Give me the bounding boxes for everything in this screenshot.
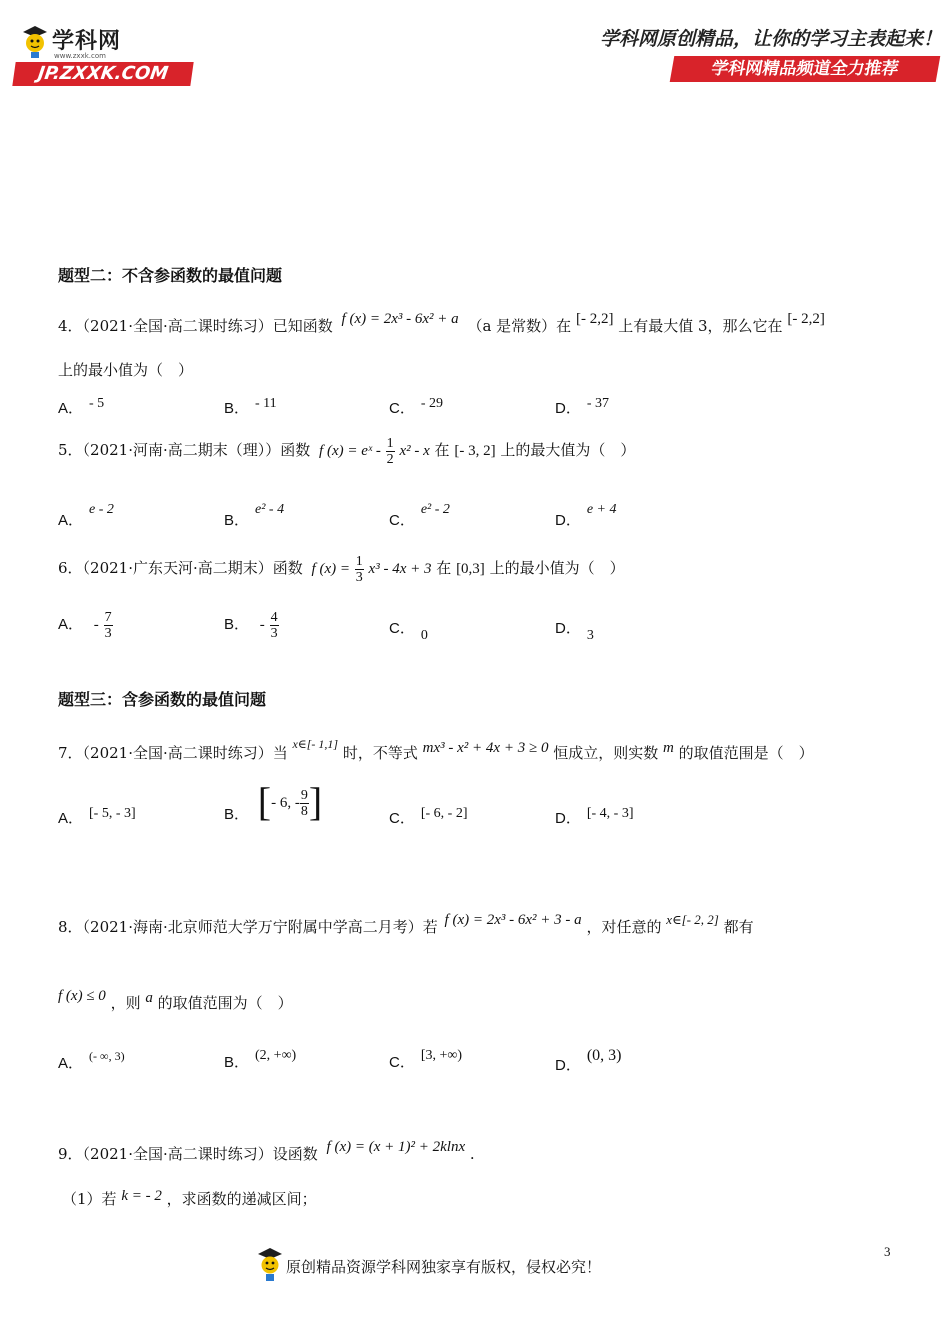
option-label: D．: [555, 400, 581, 417]
option-value: [- 6, - 2]: [420, 806, 468, 821]
option-label: A．: [58, 512, 84, 529]
option-value: (- ∞, 3): [89, 1049, 125, 1063]
option-value: [3, +∞): [420, 1048, 463, 1063]
option-b[interactable]: [224, 1046, 296, 1073]
option-d[interactable]: [555, 500, 617, 531]
fraction-denominator: 8: [300, 803, 308, 819]
option-label: C．: [389, 1054, 415, 1071]
question-text: 上的最大值为（ ）: [500, 441, 636, 459]
option-a[interactable]: [58, 804, 136, 829]
math-expression: f (x) =: [311, 561, 350, 577]
option-label: D．: [555, 620, 581, 637]
option-c[interactable]: [389, 500, 450, 531]
question-stem: 6．（2021·广东天河·高二期末）函数: [58, 559, 303, 577]
copyright-text: 原创精品资源学科网独家享有版权，侵权必究！: [286, 1258, 602, 1276]
option-label: A．: [58, 616, 84, 633]
question-text: 时，不等式: [342, 744, 418, 762]
option-value: - 37: [586, 396, 610, 411]
option-label: C．: [389, 512, 415, 529]
mascot-icon: [256, 1246, 284, 1282]
option-d[interactable]: [555, 804, 634, 829]
option-c[interactable]: [389, 804, 468, 829]
math-expression: f (x) = eˣ -: [319, 443, 381, 459]
math-condition: x∈[- 2, 2]: [666, 912, 719, 927]
option-label: C．: [389, 400, 415, 417]
option-fraction: [104, 610, 113, 641]
option-label: D．: [555, 810, 581, 827]
option-label: B．: [224, 400, 250, 417]
math-variable: a: [145, 990, 153, 1006]
option-label: A．: [58, 400, 84, 417]
question-text: （a 是常数）在: [467, 317, 572, 335]
section-title: 题型二：不含参函数的最值问题: [58, 266, 283, 285]
question-stem: 5．（2021·河南·高二期末（理））函数: [58, 441, 311, 459]
math-fraction: [355, 554, 364, 585]
mascot-icon: [20, 24, 50, 58]
slogan-banner: 学科网精品频道全力推荐: [670, 56, 941, 82]
fraction-denominator: 3: [270, 625, 278, 641]
option-value: e² - 4: [255, 502, 285, 517]
option-label: B．: [224, 806, 250, 823]
math-expression: x² - x: [399, 443, 430, 459]
math-variable: m: [663, 740, 674, 756]
bracket-right: ]: [308, 779, 323, 824]
option-value: - 6, -: [271, 795, 300, 811]
option-a[interactable]: [58, 394, 104, 419]
question-stem: 8．（2021·海南·北京师范大学万宁附属中学高二月考）若: [58, 918, 438, 936]
fraction-numerator: 7: [104, 609, 112, 625]
option-sign: -: [93, 617, 99, 633]
option-b[interactable]: [224, 394, 277, 419]
option-value: [- 4, - 3]: [586, 806, 634, 821]
option-value: e + 4: [586, 502, 617, 517]
option-a[interactable]: [58, 500, 114, 531]
question-9: [58, 1137, 475, 1164]
question-text: （1）若: [62, 1190, 117, 1208]
option-label: D．: [555, 1057, 581, 1074]
option-c[interactable]: [389, 1046, 462, 1073]
question-stem: 4．（2021·全国·高二课时练习）已知函数: [58, 317, 333, 335]
fraction-denominator: 3: [355, 569, 363, 585]
option-d[interactable]: [555, 618, 594, 646]
math-fraction: [386, 436, 395, 467]
question-5: [58, 432, 635, 469]
logo-top: [14, 22, 192, 62]
question-4: [58, 309, 825, 336]
question-text: 的取值范围为（ ）: [157, 994, 293, 1012]
question-8-line-2: [58, 986, 293, 1013]
header-slogan: [599, 24, 942, 86]
option-label: B．: [224, 1054, 250, 1071]
option-label: B．: [224, 616, 250, 633]
question-text: 都有: [723, 918, 754, 936]
slogan-text: 学科网原创精品，让你的学习主表起来！: [599, 28, 942, 50]
fraction-denominator: 2: [386, 451, 394, 467]
fraction-numerator: 4: [270, 609, 278, 625]
question-text: 的取值范围是（ ）: [678, 744, 814, 762]
question-stem: 7．（2021·全国·高二课时练习）当: [58, 744, 288, 762]
question-text: ，则: [110, 994, 141, 1012]
math-expression: f (x) ≤ 0: [58, 988, 106, 1004]
question-text: .: [469, 1145, 475, 1163]
option-value: e - 2: [89, 502, 114, 517]
option-a[interactable]: [58, 606, 113, 643]
option-fraction: [270, 610, 279, 641]
question-text: 上的最小值为（ ）: [489, 559, 625, 577]
option-d[interactable]: [555, 394, 609, 419]
site-logo[interactable]: [14, 22, 192, 88]
question-7: [58, 734, 814, 763]
question-text: ，求函数的递减区间；: [166, 1190, 317, 1208]
page-number: 3: [884, 1244, 891, 1259]
option-b[interactable]: [224, 606, 279, 643]
option-fraction: [300, 788, 309, 819]
option-c[interactable]: [389, 394, 443, 419]
fraction-denominator: 3: [104, 625, 112, 641]
question-text: 上有最大值 3，那么它在: [618, 317, 783, 335]
math-expression: f (x) = (x + 1)² + 2klnx: [326, 1139, 466, 1155]
math-interval: [- 2,2]: [787, 311, 825, 327]
option-value: e² - 2: [420, 502, 450, 517]
option-value: - 11: [255, 396, 277, 411]
question-text: 恒成立，则实数: [553, 744, 659, 762]
fraction-numerator: 9: [300, 787, 308, 803]
option-b[interactable]: [224, 500, 284, 531]
math-interval: [- 2,2]: [575, 311, 614, 327]
question-text: 上的最小值为（ ）: [58, 361, 194, 379]
math-expression: x³ - 4x + 3: [368, 561, 432, 577]
option-a[interactable]: [58, 1046, 125, 1074]
question-text: ，对任意的: [586, 918, 662, 936]
logo-name: 学科网: [52, 29, 122, 54]
math-interval: [0,3]: [456, 561, 485, 577]
question-stem: 9．（2021·全国·高二课时练习）设函数: [58, 1145, 318, 1163]
logo-banner: JP.ZXXK.COM: [12, 62, 193, 86]
option-label: C．: [389, 810, 415, 827]
math-expression: f (x) = 2x³ - 6x² + a: [341, 311, 459, 327]
option-value: 3: [586, 628, 594, 643]
option-sign: -: [259, 617, 265, 633]
math-expression: mx³ - x² + 4x + 3 ≥ 0: [422, 740, 549, 756]
math-condition: k = - 2: [121, 1188, 162, 1204]
option-value: (0, 3): [586, 1047, 622, 1064]
sub-question-1: [62, 1186, 317, 1209]
question-8: [58, 910, 754, 937]
option-label: B．: [224, 512, 250, 529]
option-b[interactable]: [224, 779, 323, 835]
option-value: [- 5, - 3]: [89, 806, 136, 821]
math-interval: [- 3, 2]: [454, 443, 496, 459]
option-label: A．: [58, 1055, 84, 1072]
option-label: D．: [555, 512, 581, 529]
question-text: 在: [434, 441, 450, 459]
fraction-numerator: 1: [386, 435, 394, 451]
math-condition: x∈[- 1,1]: [292, 737, 339, 751]
option-value: - 5: [89, 396, 105, 411]
section-title: 题型三：含参函数的最值问题: [58, 690, 267, 709]
option-label: A．: [58, 810, 84, 827]
fraction-numerator: 1: [355, 553, 363, 569]
bracket-left: [: [257, 779, 272, 824]
math-expression: f (x) = 2x³ - 6x² + 3 - a: [444, 912, 582, 928]
option-value: - 29: [420, 396, 444, 411]
question-text: 在: [436, 559, 452, 577]
option-label: C．: [389, 620, 415, 637]
option-d[interactable]: [555, 1046, 622, 1076]
option-c[interactable]: [389, 618, 428, 646]
option-value: 0: [420, 628, 428, 643]
option-value: (2, +∞): [255, 1048, 297, 1063]
logo-url: www.zxxk.com: [54, 52, 106, 60]
question-6: [58, 550, 625, 587]
